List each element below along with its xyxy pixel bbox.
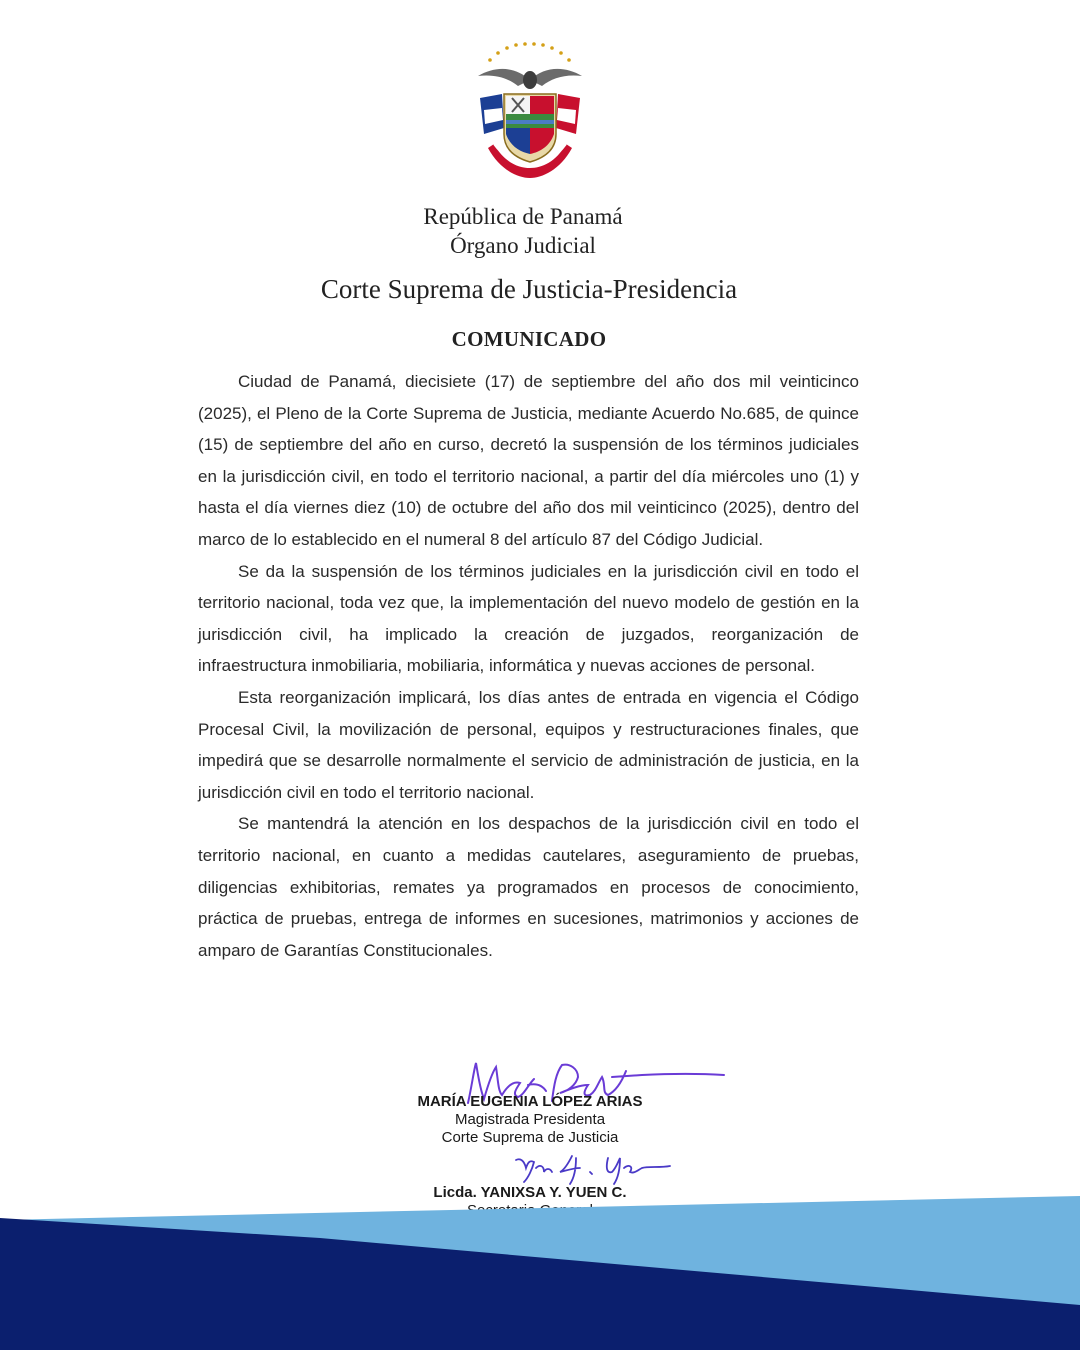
president-name: MARÍA EUGENIA LÓPEZ ARIAS: [417, 1093, 643, 1110]
body-paragraph: Se da la suspensión de los términos judiciales en la jurisdicción civil en todo el territorio nacional, toda vez que, la implementación del nuevo modelo de gestión en la jurisdicción civil, ha implicado la creación de juzgados, reorganización de infraestructura inmobiliaria, mobiliaria, informática y nuevas acciones de personal.: [198, 561, 859, 676]
body-paragraph: Esta reorganización implicará, los días antes de entrada en vigencia el Código Procesal Civil, la movilización de personal, equipos y restructuraciones finales, que impedirá que se desarrolle normalmente el servicio de administración de justicia, en la jurisdicción civil en todo el territorio nacional.: [198, 687, 859, 802]
president-title: Magistrada Presidenta: [454, 1111, 606, 1128]
communique-body: [198, 366, 859, 966]
court-heading: Corte Suprema de Justicia-Presidencia: [320, 274, 738, 304]
footer-decorative-band: [0, 1180, 1080, 1350]
president-institution: Corte Suprema de Justicia: [441, 1129, 619, 1146]
president-signature-block: [330, 1093, 730, 1147]
coat-of-arms-icon: [470, 38, 590, 183]
body-paragraph: Se mantendrá la atención en los despachos de la jurisdicción civil en todo el territorio nacional, en cuanto a medidas cautelares, aseguramiento de pruebas, diligencias exhibitorias, remates ya programados en procesos de conocimiento, práctica de pruebas, entrega de informes en sucesiones, matrimonios y acciones de amparo de Garantías Constitucionales.: [198, 814, 859, 960]
document-type-title: COMUNICADO: [451, 327, 607, 351]
body-paragraph: Ciudad de Panamá, diecisiete (17) de septiembre del año dos mil veinticinco (2025), el Pleno de la Corte Suprema de Justicia, mediante Acuerdo No.685, de quince (15) de septiembre del año en curso, decretó la suspensión de los términos judiciales en la jurisdicción civil, en todo el territorio nacional, a partir del día miércoles uno (1) y hasta el día viernes diez (10) de octubre del año dos mil veinticinco (2025), dentro del marco de lo establecido en el numeral 8 del artículo 87 del Código Judicial.: [198, 372, 859, 549]
republic-heading: República de Panamá: [423, 204, 623, 229]
secretary-name: Licda. YANIXSA Y. YUEN C.: [433, 1184, 627, 1201]
organ-heading: Órgano Judicial: [450, 233, 596, 258]
